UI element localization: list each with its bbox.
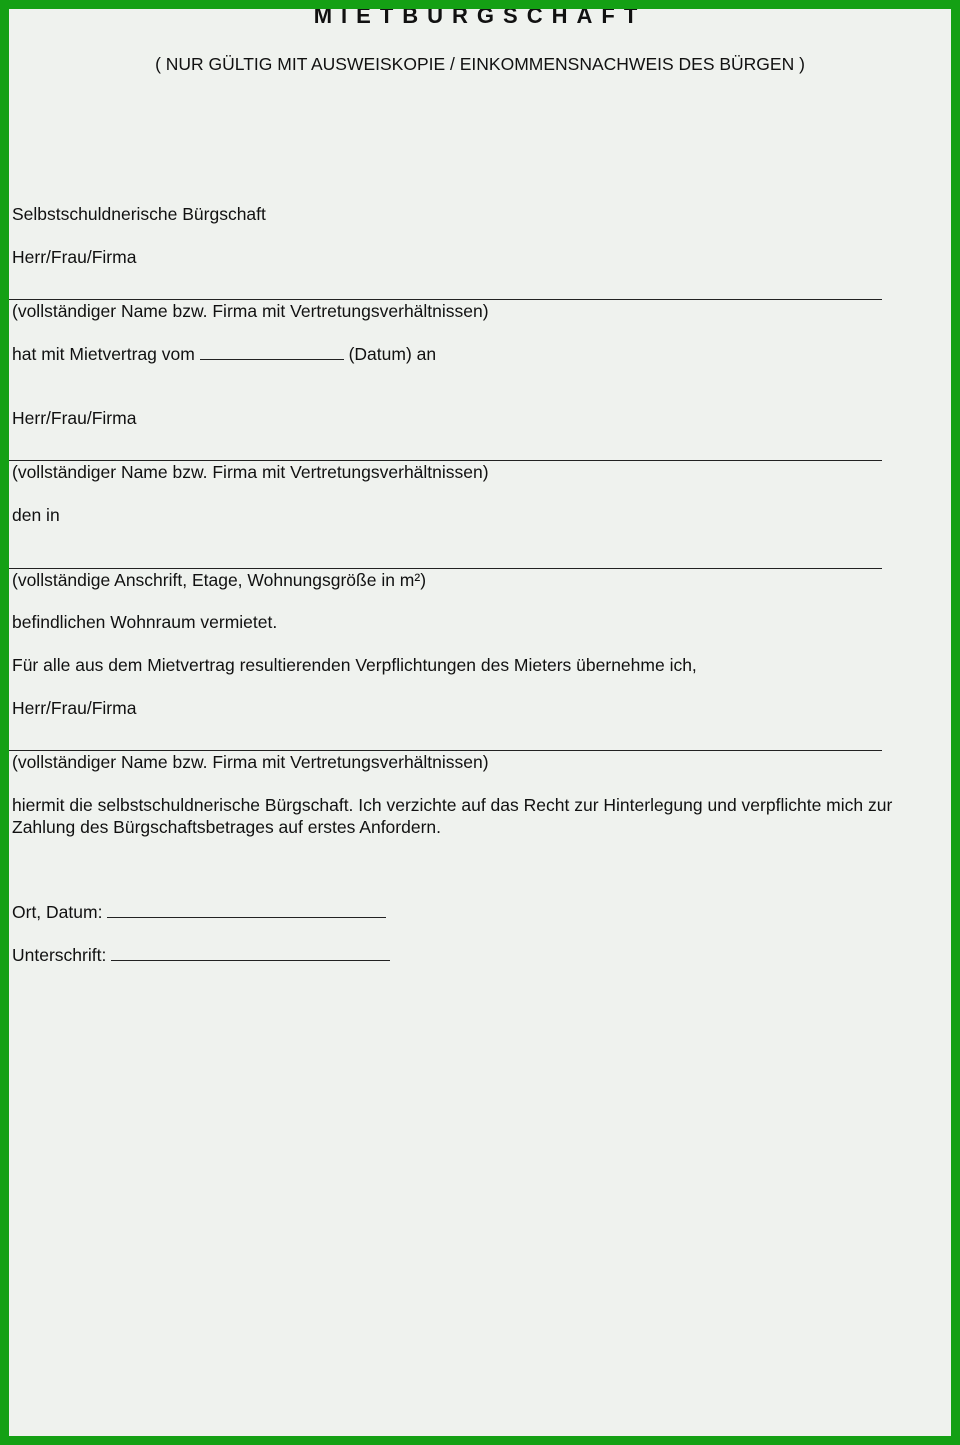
place-date-field[interactable] [107, 903, 386, 918]
party2-caption: (vollständiger Name bzw. Firma mit Vertretungsverhältnissen) [12, 462, 489, 482]
document-subtitle: ( NUR GÜLTIG MIT AUSWEISKOPIE / EINKOMMENSNACHWEIS DES BÜRGEN ) [155, 54, 805, 74]
party1-caption: (vollständiger Name bzw. Firma mit Vertretungsverhältnissen) [12, 301, 489, 321]
party1-label: Herr/Frau/Firma [12, 247, 137, 267]
place-date-line [12, 902, 386, 923]
party1-name-field[interactable] [9, 299, 882, 300]
contract-suffix: (Datum) an [348, 344, 437, 364]
place-date-label: Ort, Datum: [12, 902, 103, 922]
party2-name-field[interactable] [9, 460, 882, 461]
signature-line [12, 945, 390, 966]
document-title: MIETBURGSCHAFT [313, 9, 647, 28]
document-page [9, 9, 951, 1436]
contract-date-field[interactable] [200, 345, 344, 360]
section-heading: Selbstschuldnerische Bürgschaft [12, 204, 266, 224]
location-intro: den in [12, 505, 60, 525]
rented-text: befindlichen Wohnraum vermietet. [12, 612, 278, 632]
party2-label: Herr/Frau/Firma [12, 408, 137, 428]
contract-prefix: hat mit Mietvertrag vom [12, 344, 195, 364]
address-field[interactable] [9, 568, 882, 569]
address-caption: (vollständige Anschrift, Etage, Wohnungsgröße in m²) [12, 570, 427, 590]
party3-label: Herr/Frau/Firma [12, 698, 137, 718]
signature-label: Unterschrift: [12, 945, 107, 965]
declaration-text: hiermit die selbstschuldnerische Bürgschaft. Ich verzichte auf das Recht zur Hinterlegung und verpflichte mich zur Zahlung des Bürgschaftsbetrages auf erstes Anfordern. [12, 795, 893, 837]
party3-name-field[interactable] [9, 750, 882, 751]
contract-date-line [12, 344, 436, 365]
signature-field[interactable] [111, 946, 390, 961]
party3-caption: (vollständiger Name bzw. Firma mit Vertretungsverhältnissen) [12, 752, 489, 772]
obligation-text: Für alle aus dem Mietvertrag resultierenden Verpflichtungen des Mieters übernehme ich, [12, 655, 697, 675]
